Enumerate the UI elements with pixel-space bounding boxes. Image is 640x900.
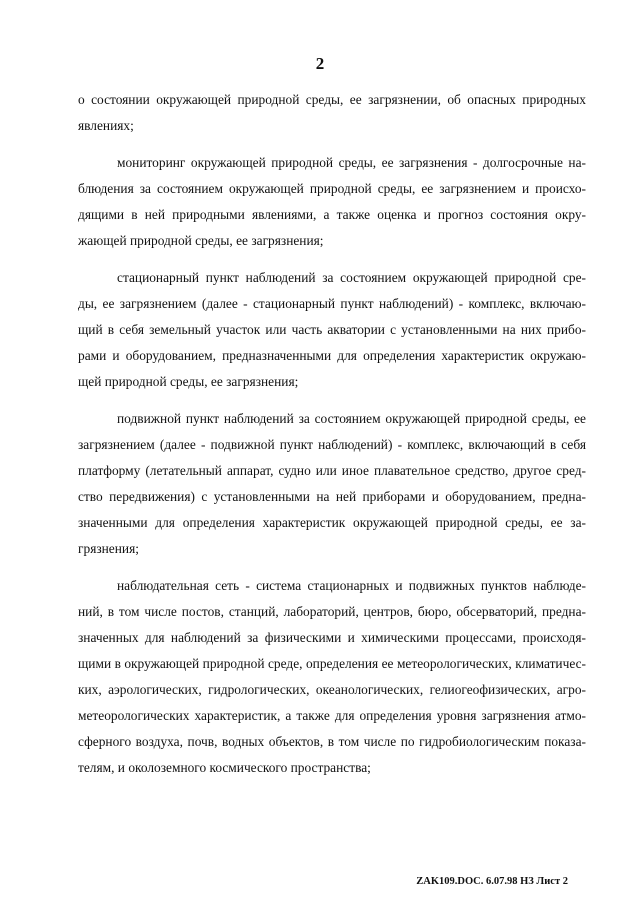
text-line: мониторинг окружающей природной среды, ее загрязнения - долгосрочные на- bbox=[117, 155, 586, 170]
paragraph-gap bbox=[78, 395, 586, 406]
text-line: загрязнением (далее - подвижной пункт наблюдений) - комплекс, включающий в себя bbox=[78, 437, 586, 452]
text-line: стационарный пункт наблюдений за состоянием окружающей природной сре- bbox=[117, 270, 586, 285]
text-line: ство передвижения) с установленными на ней приборами и оборудованием, предна- bbox=[78, 489, 586, 504]
text-line: платформу (летательный аппарат, судно или иное плавательное средство, другое сред- bbox=[78, 463, 586, 478]
paragraph bbox=[78, 573, 586, 781]
text-line: подвижной пункт наблюдений за состоянием окружающей природной среды, ее bbox=[117, 411, 586, 426]
paragraph-gap bbox=[78, 139, 586, 150]
paragraph bbox=[78, 150, 586, 254]
paragraph-gap bbox=[78, 254, 586, 265]
footer-doc-reference: ZAK109.DOC. 6.07.98 НЗ Лист 2 bbox=[416, 876, 568, 887]
text-line: наблюдательная сеть - система стационарных и подвижных пунктов наблюде- bbox=[117, 578, 586, 593]
text-line: жающей природной среды, ее загрязнения; bbox=[78, 233, 324, 248]
text-line: о состоянии окружающей природной среды, ее загрязнении, об опасных природных bbox=[78, 92, 586, 107]
text-line: грязнения; bbox=[78, 541, 139, 556]
text-line: щей природной среды, ее загрязнения; bbox=[78, 374, 299, 389]
page-number: 2 bbox=[315, 54, 325, 73]
text-line: сферного воздуха, почв, водных объектов, в том числе по гидробиологическим показа- bbox=[78, 734, 586, 749]
paragraph bbox=[78, 406, 586, 562]
paragraph bbox=[78, 265, 586, 395]
text-line: телям, и околоземного космического пространства; bbox=[78, 760, 371, 775]
text-line: ний, в том числе постов, станций, лабораторий, центров, бюро, обсерваторий, предна- bbox=[78, 604, 586, 619]
text-line: значенными для определения характеристик окружающей природной среды, ее за- bbox=[78, 515, 586, 530]
paragraph-gap bbox=[78, 562, 586, 573]
text-line: щий в себя земельный участок или часть акватории с установленными на них прибо- bbox=[78, 322, 586, 337]
text-line: ких, аэрологических, гидрологических, океанологических, гелиогеофизических, агро- bbox=[78, 682, 586, 697]
text-line: дящими в ней природными явлениями, а также оценка и прогноз состояния окру- bbox=[78, 207, 586, 222]
text-line: блюдения за состоянием окружающей природной среды, ее загрязнением и происхо- bbox=[78, 181, 586, 196]
text-line: метеорологических характеристик, а также для определения уровня загрязнения атмо- bbox=[78, 708, 586, 723]
document-body bbox=[78, 87, 586, 781]
text-line: щими в окружающей природной среде, определения ее метеорологических, климатичес- bbox=[78, 656, 586, 671]
text-line: ды, ее загрязнением (далее - стационарный пункт наблюдений) - комплекс, включаю- bbox=[78, 296, 586, 311]
text-line: рами и оборудованием, предназначенными для определения характеристик окружаю- bbox=[78, 348, 586, 363]
text-line: значенных для наблюдений за физическими и химическими процессами, происходя- bbox=[78, 630, 586, 645]
paragraph bbox=[78, 87, 586, 139]
text-line: явлениях; bbox=[78, 118, 134, 133]
